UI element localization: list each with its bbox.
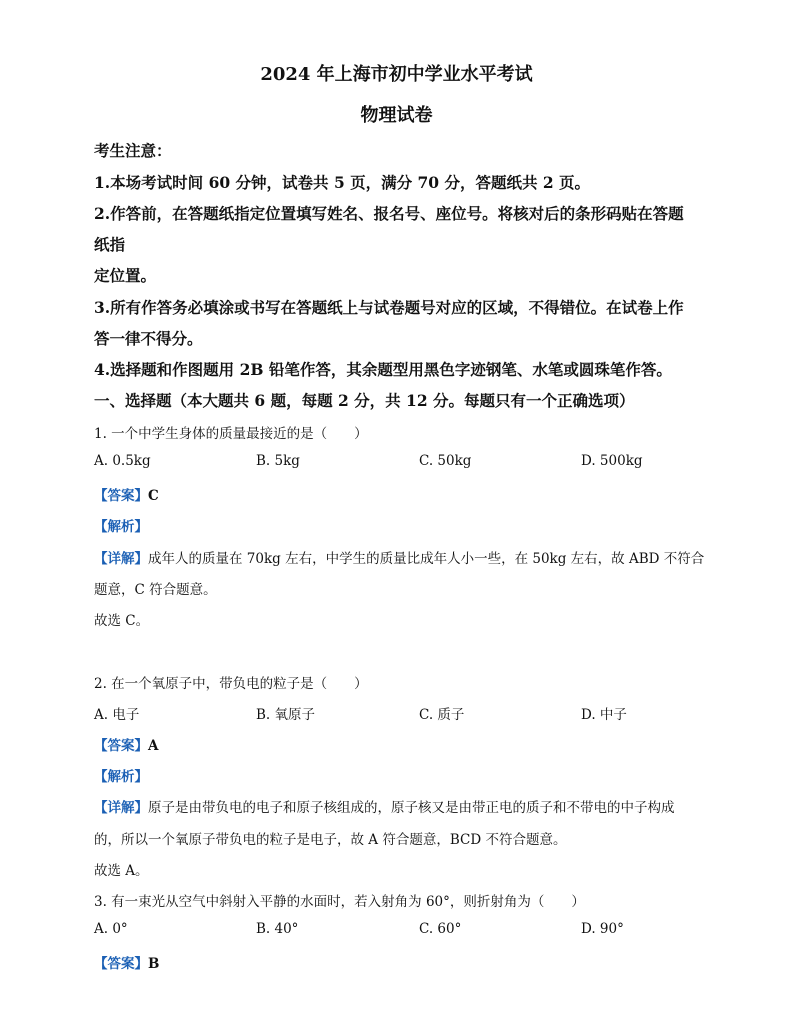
answer-label: 【答案】 <box>94 956 148 972</box>
question-2-detail-line-1 <box>94 796 675 816</box>
question-2-analysis <box>94 765 148 785</box>
question-1-detail-line-2: 题意，C 符合题意。 <box>94 582 217 598</box>
question-2-stem: 2. 在一个氧原子中，带负电的粒子是（ ） <box>94 676 368 692</box>
answer-value: A <box>148 738 159 754</box>
question-2-option-b: B. 氧原子 <box>256 707 316 723</box>
question-3-answer <box>94 952 159 972</box>
notice-item-2-line-3: 定位置。 <box>94 266 157 285</box>
question-1-analysis <box>94 515 148 535</box>
notice-item-3-line-2: 答一律不得分。 <box>94 329 203 348</box>
question-2-conclusion: 故选 A。 <box>94 863 149 879</box>
detail-label: 【详解】 <box>94 551 148 567</box>
question-3-option-c: C. 60° <box>419 921 462 937</box>
question-1-answer <box>94 484 159 504</box>
notice-item-1: 1.本场考试时间 60 分钟，试卷共 5 页，满分 70 分，答题纸共 2 页。 <box>94 173 591 192</box>
question-3-option-d: D. 90° <box>581 921 624 937</box>
answer-label: 【答案】 <box>94 488 148 504</box>
question-3-option-a: A. 0° <box>94 921 128 937</box>
analysis-label: 【解析】 <box>94 519 148 535</box>
section-heading: 一、选择题（本大题共 6 题，每题 2 分，共 12 分。每题只有一个正确选项） <box>94 391 635 410</box>
answer-label: 【答案】 <box>94 738 148 754</box>
question-2-detail-line-2: 的，所以一个氧原子带负电的粒子是电子，故 A 符合题意，BCD 不符合题意。 <box>94 832 567 848</box>
question-2-option-c: C. 质子 <box>419 707 465 723</box>
detail-label: 【详解】 <box>94 800 148 816</box>
question-3-option-b: B. 40° <box>256 921 299 937</box>
question-1-conclusion: 故选 C。 <box>94 613 150 629</box>
answer-value: C <box>148 488 159 504</box>
page-subtitle: 物理试卷 <box>360 105 433 126</box>
notice-item-3-line-1: 3.所有作答务必填涂或书写在答题纸上与试卷题号对应的区域，不得错位。在试卷上作 <box>94 298 684 317</box>
answer-value: B <box>148 956 160 972</box>
notice-item-2-line-1: 2.作答前，在答题纸指定位置填写姓名、报名号、座位号。将核对后的条形码贴在答题 <box>94 204 684 223</box>
question-1-option-c: C. 50kg <box>419 453 472 469</box>
page-title: 2024 年上海市初中学业水平考试 <box>260 64 533 85</box>
question-2-option-d: D. 中子 <box>581 707 627 723</box>
question-3-stem: 3. 有一束光从空气中斜射入平静的水面时，若入射角为 60°，则折射角为（ ） <box>94 894 585 910</box>
detail-text: 原子是由带负电的电子和原子核组成的，原子核又是由带正电的质子和不带电的中子构成 <box>148 800 675 816</box>
detail-text: 成年人的质量在 70kg 左右，中学生的质量比成年人小一些，在 50kg 左右，故 ABD 不符合 <box>148 551 705 567</box>
question-2-option-a: A. 电子 <box>94 707 140 723</box>
analysis-label: 【解析】 <box>94 769 148 785</box>
question-2-answer <box>94 734 158 754</box>
question-1-stem: 1. 一个中学生身体的质量最接近的是（ ） <box>94 426 368 442</box>
notice-item-2-line-2: 纸指 <box>94 235 126 254</box>
question-1-option-b: B. 5kg <box>256 453 300 469</box>
question-1-option-a: A. 0.5kg <box>94 453 151 469</box>
notice-item-4: 4.选择题和作图题用 2B 铅笔作答，其余题型用黑色字迹钢笔、水笔或圆珠笔作答。 <box>94 360 672 379</box>
question-1-option-d: D. 500kg <box>581 453 643 469</box>
question-1-detail-line-1 <box>94 547 704 567</box>
notice-heading: 考生注意： <box>94 141 172 160</box>
